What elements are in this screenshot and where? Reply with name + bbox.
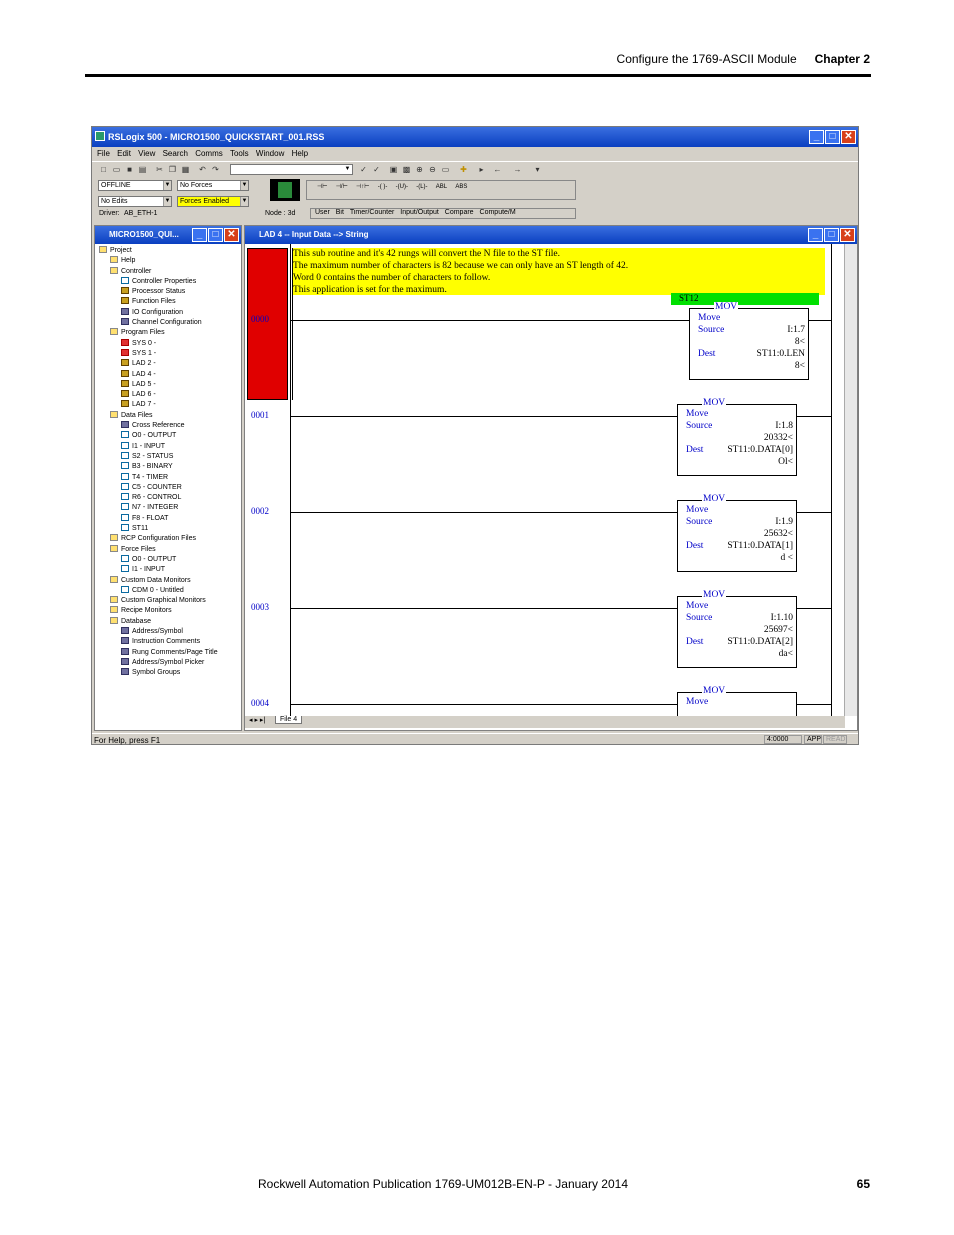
source-address: I:1.8 [775, 421, 793, 431]
forces-enabled-value: Forces Enabled [180, 198, 230, 205]
back-icon[interactable]: ← [493, 165, 502, 174]
source-value: 25697< [763, 625, 793, 635]
dest-address: ST11:0.DATA[1] [727, 541, 793, 551]
xio-instr[interactable]: ⊣/⊢ [335, 184, 348, 190]
tree-item-label: SYS 0 - [132, 339, 157, 347]
tree-item[interactable] [99, 442, 218, 452]
source-value: 8< [794, 337, 805, 347]
tree-item[interactable] [99, 483, 218, 493]
tree-item-label: Rung Comments/Page Title [132, 648, 218, 656]
abl-instr[interactable]: ABL [435, 184, 448, 190]
chevron-down-icon[interactable]: ▼ [241, 198, 248, 204]
source-address: I:1.10 [770, 613, 793, 623]
instruction-name: Move [686, 601, 709, 611]
tree-item-label: O0 - OUTPUT [132, 432, 177, 440]
rung-wire [797, 512, 831, 513]
tree-item-label: Processor Status [132, 288, 186, 296]
pane-minimize-button[interactable]: _ [192, 228, 207, 242]
page-number: 65 [856, 1177, 870, 1191]
tree-item-label: Address/Symbol Picker [132, 658, 205, 666]
app-icon [95, 131, 105, 141]
tree-item-label: CDM 0 - Untitled [132, 586, 184, 594]
rung-wire [291, 416, 677, 417]
dest-value: d < [780, 553, 793, 563]
tree-item[interactable] [99, 565, 218, 575]
close-button[interactable]: ✕ [841, 130, 856, 144]
tree-item[interactable] [99, 339, 218, 349]
tree-item-label: LAD 4 - [132, 370, 156, 378]
folder-icon [99, 246, 107, 253]
tab-nav-icon[interactable]: ◂ ▸ ▸| [249, 717, 266, 724]
rung-wire [797, 608, 831, 609]
forward-icon[interactable]: → [513, 165, 522, 174]
tree-item-label: Force Files [121, 545, 156, 553]
zoom-out-icon[interactable]: ⊖ [429, 165, 436, 174]
file-icon [121, 483, 129, 490]
tree-item-label: Controller Properties [132, 277, 197, 285]
file-icon [121, 473, 129, 480]
tree-item[interactable] [99, 606, 218, 616]
tree-item-label: Instruction Comments [132, 638, 201, 646]
address-indicator: 4:0000 [764, 735, 802, 744]
file-icon [121, 390, 129, 397]
dest-value: 8< [794, 361, 805, 371]
tree-item[interactable] [99, 555, 218, 565]
tree-item-label: F8 - FLOAT [132, 514, 169, 522]
file-icon [121, 493, 129, 500]
open-file-icon[interactable]: ▭ [112, 165, 121, 174]
tree-item[interactable] [99, 462, 218, 472]
tree-item[interactable] [99, 359, 218, 369]
mov-mnemonic: MOV [703, 686, 726, 696]
ladder-pane-title: LAD 4 -- Input Data --> String [259, 230, 369, 239]
tree-item-label: N7 - INTEGER [132, 504, 179, 512]
dest-value: Ol< [778, 457, 793, 467]
edits-dropdown[interactable] [98, 196, 172, 207]
mov-mnemonic: MOV [703, 398, 726, 408]
verify-all-icon[interactable]: ✓ [373, 165, 380, 174]
rung-wire [291, 704, 677, 705]
tree-item[interactable] [99, 308, 218, 318]
mov-instruction[interactable] [677, 686, 797, 716]
zoom-in-icon[interactable]: ⊕ [416, 165, 423, 174]
file-icon [121, 370, 129, 377]
source-label: Source [698, 325, 725, 335]
rung-wire [809, 320, 831, 321]
ons-instr[interactable]: ⊣↑⊢ [356, 184, 370, 190]
pane-maximize-button[interactable]: □ [208, 228, 223, 242]
comment-line: This application is set for the maximum. [293, 285, 447, 295]
file-icon [121, 627, 129, 634]
tree-item[interactable] [99, 256, 218, 266]
source-address: I:1.9 [775, 517, 793, 527]
tree-item[interactable] [99, 349, 218, 359]
tree-item-label: Custom Graphical Monitors [121, 597, 206, 605]
tree-item[interactable] [99, 297, 218, 307]
rung-wire [291, 320, 689, 321]
tree-item[interactable] [99, 287, 218, 297]
status-bar [92, 733, 858, 746]
minimize-button[interactable]: _ [809, 130, 824, 144]
pane-close-button[interactable]: ✕ [224, 228, 239, 242]
file-icon [121, 503, 129, 510]
instruction-name: Move [698, 313, 721, 323]
xic-instr[interactable]: ⊣⊢ [317, 184, 328, 190]
tree-item-label: Help [121, 257, 136, 265]
tree-item-label: Channel Configuration [132, 319, 202, 327]
instruction-tabs [310, 208, 576, 219]
edits-value: No Edits [101, 198, 128, 205]
file-icon [121, 586, 129, 593]
file-icon [121, 339, 129, 346]
tree-item[interactable] [99, 277, 218, 287]
tree-item-label: T4 - TIMER [132, 473, 169, 481]
file-icon [121, 524, 129, 531]
tree-item[interactable] [99, 586, 218, 596]
file-icon [121, 452, 129, 459]
tree-item[interactable] [99, 411, 218, 421]
tree-item[interactable] [99, 637, 218, 647]
tree-item[interactable] [99, 627, 218, 637]
tree-item-label: SYS 1 - [132, 349, 157, 357]
rung-number[interactable]: 0000 [251, 314, 269, 324]
dest-value: da< [778, 649, 793, 659]
file-icon [121, 277, 129, 284]
file-icon [121, 658, 129, 665]
tree-item-label: ST11 [132, 525, 149, 533]
folder-icon [110, 576, 118, 583]
chevron-down-icon[interactable]: ▼ [241, 182, 248, 188]
play-icon[interactable]: ▸ [479, 165, 484, 174]
source-label: Source [686, 613, 713, 623]
ladder-canvas[interactable] [245, 244, 845, 716]
rung-number[interactable]: 0002 [251, 506, 269, 516]
print-icon[interactable]: ▤ [138, 165, 147, 174]
mov-instruction[interactable] [689, 302, 809, 380]
ladder-minimize-button[interactable]: _ [808, 228, 823, 242]
tree-item-label: IO Configuration [132, 308, 183, 316]
tree-item-label: Custom Data Monitors [121, 576, 191, 584]
mov-mnemonic: MOV [703, 494, 726, 504]
tree-item-label: LAD 7 - [132, 401, 156, 409]
tab-compare[interactable]: Compare [444, 209, 474, 216]
rung-number[interactable]: 0004 [251, 698, 269, 708]
chevron-down-icon[interactable]: ▼ [164, 182, 171, 188]
tab-user[interactable]: User [315, 209, 330, 216]
header-chapter: Chapter 2 [814, 52, 870, 66]
menu-window[interactable]: Window [255, 149, 285, 158]
rung-wire [291, 608, 677, 609]
maximize-button[interactable]: □ [825, 130, 840, 144]
file-icon [121, 380, 129, 387]
tree-item[interactable] [99, 421, 218, 431]
folder-icon [110, 256, 118, 263]
instruction-palette [306, 180, 576, 200]
cut-icon[interactable]: ✂ [156, 165, 163, 174]
driver-value: AB_ETH-1 [124, 210, 158, 217]
tree-item[interactable] [99, 596, 218, 606]
tree-item[interactable] [99, 576, 218, 586]
mov-mnemonic: MOV [715, 302, 738, 312]
forces-value: No Forces [180, 182, 213, 189]
tree-item-label: I1 - INPUT [132, 566, 166, 574]
rung-comment[interactable] [293, 248, 825, 295]
processor-icon [270, 179, 300, 201]
rung-wire [797, 416, 831, 417]
tree-item-label: Project [110, 247, 132, 254]
ladder-close-button[interactable]: ✕ [840, 228, 855, 242]
rung-wire [291, 512, 677, 513]
file-icon [121, 514, 129, 521]
tree-item[interactable] [99, 648, 218, 658]
file-icon [121, 308, 129, 315]
file-icon [121, 318, 129, 325]
more-icon[interactable]: ▾ [535, 165, 540, 174]
file-icon [121, 431, 129, 438]
tree-item-label: R6 - CONTROL [132, 494, 182, 502]
file-icon [121, 637, 129, 644]
tree-item[interactable] [99, 431, 218, 441]
rung-wire [797, 704, 831, 705]
symbol-label: ST12 [671, 293, 819, 305]
verify-icon[interactable]: ✓ [360, 165, 367, 174]
dest-address: ST11:0.LEN [756, 349, 805, 359]
file-icon [121, 297, 129, 304]
rung-number[interactable]: 0003 [251, 602, 269, 612]
redo-icon[interactable]: ↷ [212, 165, 219, 174]
tree-item[interactable] [99, 503, 218, 513]
menu-view[interactable]: View [138, 149, 156, 158]
mode-value: OFFLINE [101, 182, 131, 189]
folder-icon [110, 596, 118, 603]
folder-icon [110, 606, 118, 613]
help-text: For Help, press F1 [94, 736, 161, 745]
ladder-maximize-button[interactable]: □ [824, 228, 839, 242]
instruction-name: Move [686, 505, 709, 515]
tree-item[interactable] [99, 658, 218, 668]
file-icon [121, 462, 129, 469]
node-value: Node : 3d [265, 210, 296, 217]
dest-address: ST11:0.DATA[2] [727, 637, 793, 647]
file-icon [121, 359, 129, 366]
source-label: Source [686, 421, 713, 431]
folder-icon [110, 411, 118, 418]
tree-item-label: Recipe Monitors [121, 607, 172, 615]
mov-mnemonic: MOV [703, 590, 726, 600]
window-titlebar [92, 127, 858, 147]
source-value: 25632< [763, 529, 793, 539]
window-icon[interactable]: ▭ [441, 165, 450, 174]
tree-item[interactable] [99, 318, 218, 328]
tree-item-label: RCP Configuration Files [121, 535, 196, 543]
dest-label: Dest [686, 541, 704, 551]
undo-icon[interactable]: ↶ [199, 165, 206, 174]
menu-tools[interactable]: Tools [229, 149, 249, 158]
header-rule [85, 74, 871, 77]
comment-line: Word 0 contains the number of characters to follow. [293, 273, 491, 283]
tree-item-label: LAD 5 - [132, 380, 156, 388]
file-tab[interactable]: File 4 [275, 716, 302, 724]
copy-icon[interactable]: ❐ [168, 165, 177, 174]
tab-timer-counter[interactable]: Timer/Counter [349, 209, 395, 216]
tree-item-label: Database [121, 617, 151, 625]
file-icon [121, 349, 129, 356]
tree-item-label: LAD 6 - [132, 391, 156, 399]
file-icon [121, 421, 129, 428]
window-title: RSLogix 500 - MICRO1500_QUICKSTART_001.RSS [108, 132, 325, 142]
driver-label: Driver: [99, 210, 120, 217]
instruction-name: Move [686, 409, 709, 419]
tree-item[interactable] [99, 534, 218, 544]
paste-icon[interactable]: ▦ [181, 165, 190, 174]
source-address: I:1.7 [787, 325, 805, 335]
file-icon [121, 555, 129, 562]
tree-item-label: O0 - OUTPUT [132, 555, 177, 563]
tree-item[interactable] [99, 246, 218, 256]
menu-search[interactable]: Search [162, 149, 188, 158]
rung-number[interactable]: 0001 [251, 410, 269, 420]
chevron-down-icon[interactable]: ▼ [344, 166, 351, 172]
tree-item-label: Address/Symbol [132, 627, 183, 635]
dest-label: Dest [698, 349, 716, 359]
dest-label: Dest [686, 637, 704, 647]
project-pane [94, 225, 242, 731]
page-header [0, 52, 870, 66]
ladder-pane [244, 225, 858, 731]
tree-item[interactable] [99, 400, 218, 410]
tree-item-label: Program Files [121, 329, 165, 337]
dest-label: Dest [686, 445, 704, 455]
left-power-rail [290, 244, 291, 716]
footer-publication: Rockwell Automation Publication 1769-UM012B-EN-P - January 2014 [258, 1177, 628, 1191]
menu-bar [92, 147, 858, 161]
tree-item[interactable] [99, 328, 218, 338]
folder-icon [110, 617, 118, 624]
tree-item-label: Controller [121, 267, 152, 275]
rslogix-window [91, 126, 859, 745]
file-icon [121, 287, 129, 294]
file-icon [121, 442, 129, 449]
tree-item[interactable] [99, 370, 218, 380]
menu-edit[interactable]: Edit [117, 149, 131, 158]
main-toolbar [92, 161, 858, 178]
tab-compute[interactable]: Compute/M [479, 209, 516, 216]
file-tab-bar [245, 716, 845, 728]
file-icon [121, 648, 129, 655]
project-tree [99, 246, 218, 678]
tree-item[interactable] [99, 380, 218, 390]
edit-icon[interactable]: ▩ [402, 165, 411, 174]
tree-item-label: Function Files [132, 298, 176, 306]
folder-icon [110, 328, 118, 335]
add-icon[interactable]: ✚ [460, 165, 467, 174]
project-pane-title: MICRO1500_QUI... [109, 230, 179, 239]
project-pane-titlebar [95, 226, 241, 244]
menu-comms[interactable]: Comms [195, 149, 223, 158]
tree-item[interactable] [99, 267, 218, 277]
abs-instr[interactable]: ABS [455, 184, 468, 190]
search-combo[interactable] [230, 164, 353, 175]
dest-address: ST11:0.DATA[0] [727, 445, 793, 455]
vertical-scrollbar[interactable] [844, 244, 857, 716]
menu-file[interactable]: File [97, 149, 110, 158]
app-indicator: APP [804, 735, 822, 744]
otu-instr[interactable]: -(U)- [395, 184, 408, 190]
tree-item[interactable] [99, 514, 218, 524]
right-power-rail [831, 244, 832, 716]
tree-item[interactable] [99, 617, 218, 627]
read-indicator: READ [823, 735, 847, 744]
comment-line: This sub routine and it's 42 rungs will convert the N file to the ST file. [293, 249, 560, 259]
menu-help[interactable]: Help [291, 149, 309, 158]
folder-icon [110, 267, 118, 274]
otl-instr[interactable]: -(L)- [416, 184, 428, 190]
folder-icon [110, 545, 118, 552]
save-icon[interactable]: ■ [127, 165, 132, 174]
tree-item[interactable] [99, 668, 218, 678]
chevron-down-icon[interactable]: ▼ [164, 198, 171, 204]
tree-item-label: Cross Reference [132, 422, 185, 430]
forces-enabled-dropdown[interactable] [177, 196, 249, 207]
tab-input-output[interactable]: Input/Output [400, 209, 439, 216]
folder-icon [110, 534, 118, 541]
source-label: Source [686, 517, 713, 527]
tree-item[interactable] [99, 524, 218, 534]
file-icon [121, 565, 129, 572]
tree-item[interactable] [99, 493, 218, 503]
tab-bit[interactable]: Bit [335, 209, 344, 216]
ote-instr[interactable]: -( )- [377, 184, 388, 190]
forces-dropdown[interactable] [177, 180, 249, 191]
header-section: Configure the 1769-ASCII Module [616, 52, 797, 66]
tree-item-label: LAD 2 - [132, 360, 156, 368]
tree-item-label: Symbol Groups [132, 669, 181, 677]
tree-item-label: S2 - STATUS [132, 452, 174, 460]
tree-item-label: C5 - COUNTER [132, 483, 182, 491]
ladder-pane-titlebar [245, 226, 857, 244]
comment-line: The maximum number of characters is 82 because we can only have an ST length of 42. [293, 261, 629, 271]
file-icon [121, 400, 129, 407]
tree-item[interactable] [99, 452, 218, 462]
tree-item-label: B3 - BINARY [132, 463, 173, 471]
tree-item-label: Data Files [121, 411, 153, 419]
file-icon [121, 668, 129, 675]
mov-instruction[interactable] [677, 398, 797, 476]
tree-item[interactable] [99, 390, 218, 400]
mode-dropdown[interactable] [98, 180, 172, 191]
tree-item[interactable] [99, 473, 218, 483]
mov-instruction[interactable] [677, 590, 797, 668]
properties-icon[interactable]: ▣ [389, 165, 398, 174]
instruction-name: Move [686, 697, 709, 707]
new-file-icon[interactable]: □ [101, 165, 106, 174]
mov-instruction[interactable] [677, 494, 797, 572]
tree-item-label: I1 - INPUT [132, 442, 166, 450]
tree-item[interactable] [99, 545, 218, 555]
source-value: 20332< [763, 433, 793, 443]
